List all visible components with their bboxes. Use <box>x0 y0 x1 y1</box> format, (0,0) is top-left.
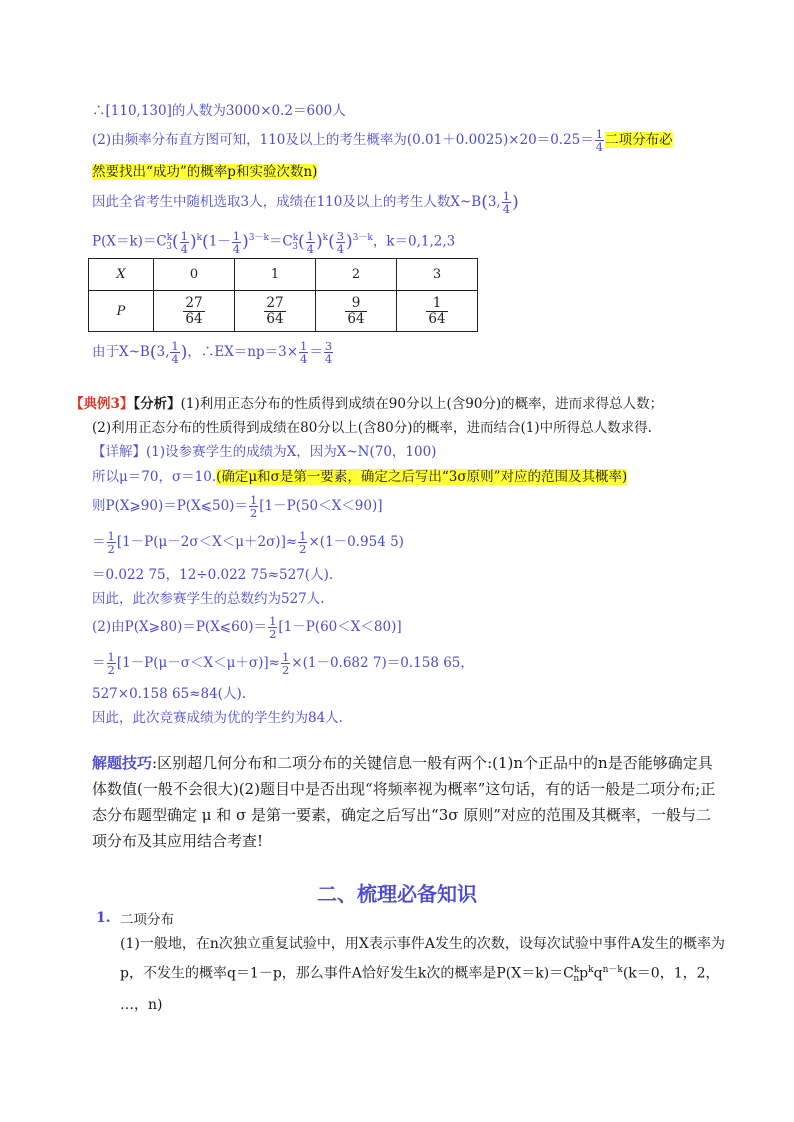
analysis-text-1: (1)利用正态分布的性质得到成绩在90分以上(含90分)的概率，进而求得总人数； <box>180 396 664 412</box>
tips-text: :区别超几何分布和二项分布的关键信息一般有两个:(1)n个正品中的n是否能够确定具体数值(一般不会很大)(2)题目中是否出现“将频率视为概率”这句话，有的话一般是二项分布;正态分布题型确定 μ 和 σ 是第一要素，确定之后写出“3σ 原则”对应的范围及其概率，一般与二项分布及其应用结合考查! <box>92 754 716 850</box>
table-cell: $\frac{27}{64}$ <box>235 291 316 332</box>
expectation-lead: 由于X~B <box>92 344 150 360</box>
highlight-note-binomial: 二项分布必 <box>605 132 673 148</box>
table-cell: X <box>89 259 154 291</box>
distribution-table <box>88 258 478 332</box>
detail-line-10: 因此，此次竞赛成绩为优的学生约为84人. <box>92 710 343 726</box>
pmf-tail: ，k＝0,1,2,3 <box>372 233 456 250</box>
table-cell: 2 <box>316 259 397 291</box>
item-title: 二项分布 <box>120 912 174 928</box>
solution-line-2 <box>92 128 673 153</box>
detail-line-9: 527×0.158 65≈84(人). <box>92 686 247 702</box>
detail-line-4: ＝ $\frac{1}{2}$ [1－P(μ－2σ＜X＜μ＋2σ)]≈ $\frac{1}{2}$ ×(1－0.954 5) <box>92 529 404 556</box>
expectation-line: 由于X~B(3, $\frac{1}{4}$ )，∴EX＝np＝3× $\frac{1}{4}$ ＝ $\frac{3}{4}$ <box>92 339 333 366</box>
solution-line-1: ∴[110,130]的人数为3000×0.2＝600人 <box>92 103 346 119</box>
definition-paragraph: (1)一般地，在n次独立重复试验中，用X表示事件A发生的次数，设每次试验中事件A发生的概率为p，不发生的概率q＝1－p，那么事件A恰好发生k次的概率是$P(X=k)=C^k_np^kq^{n-k}(k=0$，1，2， …，n) <box>120 936 726 1014</box>
solution-line-4: 因此全省考生中随机选取3人，成绩在110及以上的考生人数X~B(3, $\frac{1}{4}$ ) <box>92 189 519 216</box>
table-cell: 0 <box>154 259 235 291</box>
expectation-mid: ，∴EX＝np＝3× <box>187 344 299 360</box>
fraction-one-quarter: $\frac{1}{4}$ <box>595 127 604 154</box>
analysis-label: 【分析】 <box>133 396 181 412</box>
example3-analysis-line-1 <box>70 394 663 414</box>
detail-line-8: ＝ $\frac{1}{2}$ [1－P(μ－σ＜X＜μ＋σ)]≈ $\frac{1}{2}$ ×(1－0.682 7)＝0.158 65， <box>92 650 474 677</box>
solution-line-pmf: $P(X=k)=C^k_3$( $\frac{1}{4}$ )$^k$(1－ $\frac{1}{4}$ )$^{3-k}=C^k_3$( $\frac{1}{4}$ )$^k$( $\frac{3}{4}$ )$^{3-k}$，k＝0,1,2,3 <box>92 228 456 256</box>
table-cell: 1 <box>235 259 316 291</box>
table-cell: P <box>89 291 154 332</box>
definition-last: …，n) <box>120 997 163 1014</box>
section-title: 二、梳理必备知识 <box>317 882 477 906</box>
detail-line-1: 【详解】(1)设参赛学生的成绩为X，因为X~N(70，100) <box>92 444 437 460</box>
detail-line-7: (2)由P(X⩾80)＝P(X⩽60)＝ $\frac{1}{2}$ [1－P(60＜X＜80)] <box>92 614 402 641</box>
item-number: 1. <box>96 910 111 926</box>
detail-label: 【详解】 <box>92 444 146 460</box>
example3-tag: 【典例3】 <box>70 396 134 412</box>
example3-analysis-line-2: (2)利用正态分布的性质得到成绩在80分以上(含80分)的概率，进而结合(1)中所得总人数求得. <box>92 420 652 436</box>
detail-line-3: 则P(X⩾90)＝P(X⩽50)＝ $\frac{1}{2}$ [1－P(50＜X＜90)] <box>92 493 383 520</box>
table-cell: $\frac{9}{64}$ <box>316 291 397 332</box>
highlight-note-binomial-cont: 然要找出“成功”的概率p和实验次数n) <box>92 164 318 180</box>
tips-label: 解题技巧 <box>92 754 153 772</box>
solution-line-2-text: (2)由频率分布直方图可知，110及以上的考生概率为(0.01＋0.0025)×20＝0.25＝ <box>92 132 594 148</box>
table-row <box>89 291 478 332</box>
tips-paragraph <box>92 750 722 854</box>
highlight-note-3sigma: (确定μ和σ是第一要素，确定之后写出“3σ原则”对应的范围及其概率) <box>216 469 628 485</box>
table-header-row <box>89 259 478 291</box>
table-cell: $\frac{1}{64}$ <box>397 291 478 332</box>
detail-line-5: ＝0.022 75，12÷0.022 75≈527(人). <box>92 567 334 583</box>
detail-line-2: 所以μ＝70，σ＝10.(确定μ和σ是第一要素，确定之后写出“3σ原则”对应的范围及其概率) <box>92 469 628 485</box>
solution-line-3 <box>92 162 317 182</box>
table-cell: $\frac{27}{64}$ <box>154 291 235 332</box>
detail-line-6: 因此，此次参赛学生的总数约为527人. <box>92 591 325 607</box>
pmf-lead: P(X＝k)＝ <box>92 233 157 250</box>
solution-line-4-text: 因此全省考生中随机选取3人，成绩在110及以上的考生人数X~B <box>92 194 482 210</box>
table-cell: 3 <box>397 259 478 291</box>
